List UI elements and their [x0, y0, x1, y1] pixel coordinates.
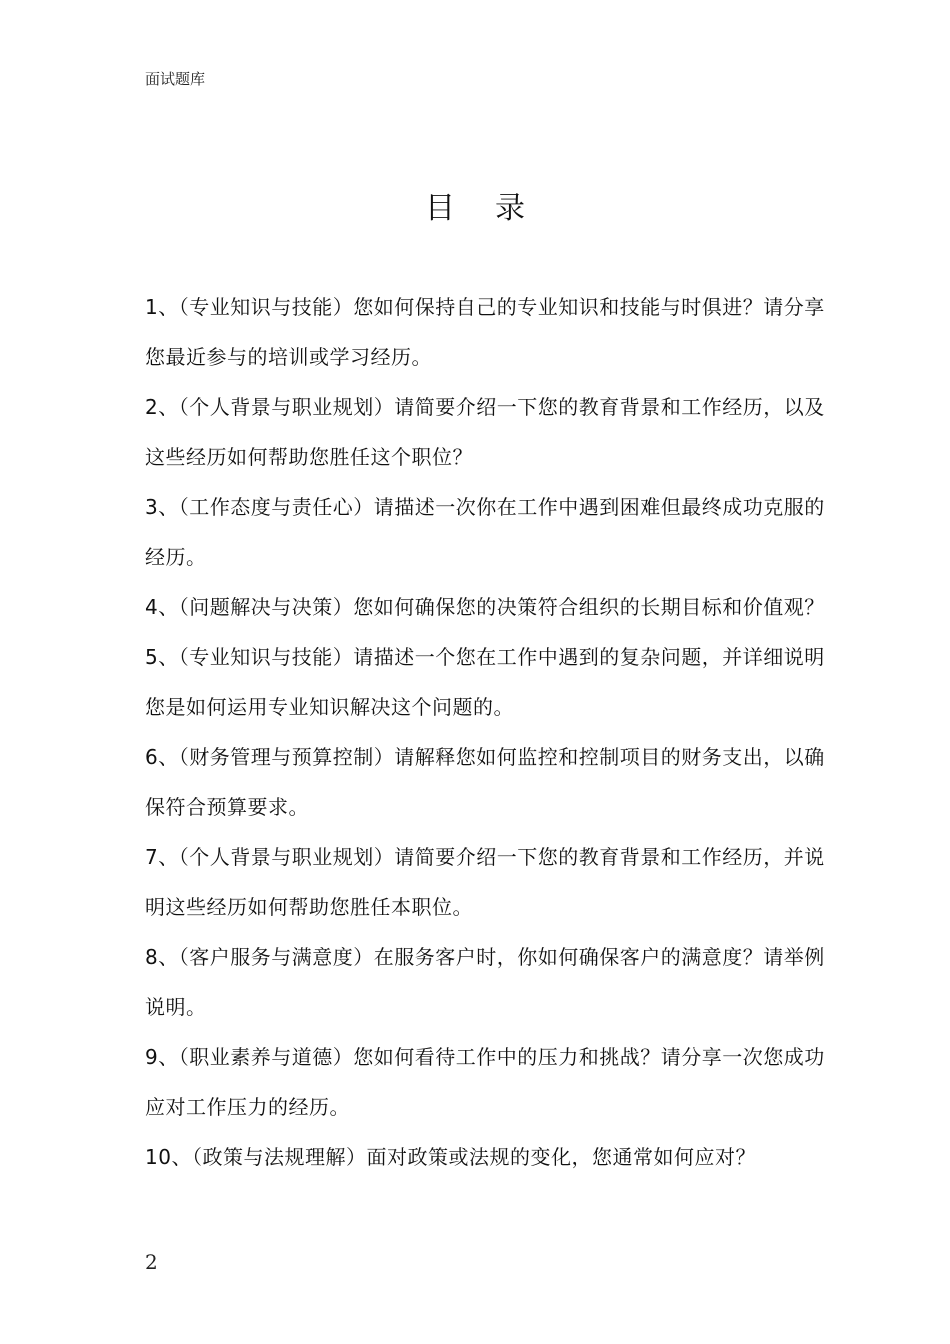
toc-item-4[interactable]: 4、（问题解决与决策）您如何确保您的决策符合组织的长期目标和价值观？	[145, 595, 825, 619]
toc-item-7[interactable]: 7、（个人背景与职业规划）请简要介绍一下您的教育背景和工作经历，并说明这些经历如何帮助您胜任本职位。	[145, 845, 825, 919]
page-number: 2	[145, 1250, 158, 1274]
toc-item-10[interactable]: 10、（政策与法规理解）面对政策或法规的变化，您通常如何应对？	[145, 1145, 756, 1169]
toc-item-6[interactable]: 6、（财务管理与预算控制）请解释您如何监控和控制项目的财务支出，以确保符合预算要求。	[145, 745, 825, 819]
page-title: 目录	[425, 191, 565, 226]
toc-item-2[interactable]: 2、（个人背景与职业规划）请简要介绍一下您的教育背景和工作经历，以及这些经历如何帮助您胜任这个职位？	[145, 395, 825, 469]
toc-item-5[interactable]: 5、（专业知识与技能）请描述一个您在工作中遇到的复杂问题，并详细说明您是如何运用专业知识解决这个问题的。	[145, 645, 825, 719]
page-header: 面试题库	[145, 70, 206, 88]
toc-item-9[interactable]: 9、（职业素养与道德）您如何看待工作中的压力和挑战？请分享一次您成功应对工作压力的经历。	[145, 1045, 825, 1119]
toc-item-8[interactable]: 8、（客户服务与满意度）在服务客户时，你如何确保客户的满意度？请举例说明。	[145, 945, 825, 1019]
toc-item-1[interactable]: 1、（专业知识与技能）您如何保持自己的专业知识和技能与时俱进？请分享您最近参与的培训或学习经历。	[145, 295, 825, 369]
toc-item-3[interactable]: 3、（工作态度与责任心）请描述一次你在工作中遇到困难但最终成功克服的经历。	[145, 495, 825, 569]
table-of-contents	[145, 282, 835, 1182]
